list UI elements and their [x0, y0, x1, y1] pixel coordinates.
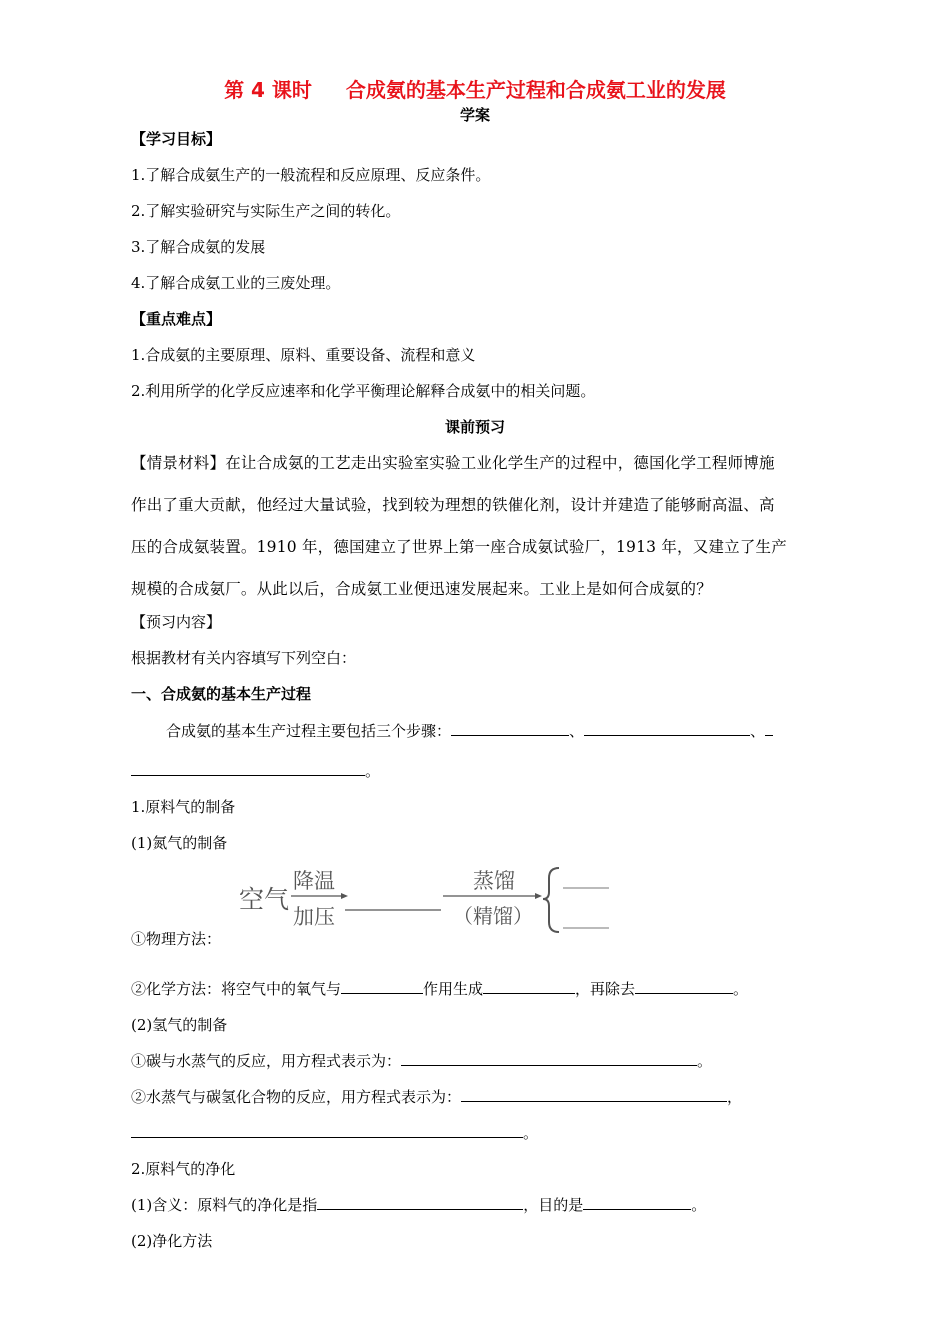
hydrogen-method-1 — [131, 1050, 712, 1071]
answer-blank[interactable] — [317, 1195, 523, 1210]
objective-item: 1.了解合成氨生产的一般流程和反应原理、反应条件。 — [131, 166, 491, 184]
diagram-pressure-label: 加压 — [293, 905, 335, 929]
answer-blank[interactable] — [451, 721, 569, 736]
nitrogen-flow-diagram — [237, 862, 617, 936]
scenario-line: 作出了重大贡献，他经过大量试验，找到较为理想的铁催化剂，设计并建造了能够耐高温、高 — [131, 496, 775, 514]
diagram-arrowhead-2 — [535, 893, 542, 899]
page-subtitle: 学案 — [459, 106, 490, 124]
diagram-arrowhead-1 — [341, 893, 348, 899]
separator: 、 — [569, 722, 585, 740]
objectives-heading: 【学习目标】 — [131, 130, 222, 148]
answer-blank[interactable] — [131, 1123, 523, 1138]
preview-heading: 课前预习 — [444, 418, 505, 436]
steps-text: 合成氨的基本生产过程主要包括三个步骤： — [166, 722, 452, 740]
purify-text-a: (1)含义：原料气的净化是指 — [131, 1196, 318, 1214]
page-title — [0, 74, 950, 103]
answer-blank[interactable] — [583, 1195, 691, 1210]
steps-line — [166, 720, 773, 741]
instruction-text: 根据教材有关内容填写下列空白： — [131, 649, 357, 667]
scenario-line: 【情景材料】在让合成氨的工艺走出实验室实验工业化学生产的过程中，德国化学工程师博施 — [131, 454, 775, 472]
purify-method-heading: (2)净化方法 — [131, 1232, 213, 1250]
answer-blank[interactable] — [765, 721, 773, 736]
hydrogen-method-2 — [131, 1086, 742, 1107]
hydrogen-method-2-cont — [131, 1122, 538, 1143]
nitrogen-heading: (1)氮气的制备 — [131, 834, 228, 852]
chemical-text-c: ，再除去 — [575, 980, 636, 998]
diagram-rectify-label: （精馏） — [453, 904, 533, 928]
raw-gas-heading: 1.原料气的制备 — [131, 798, 236, 816]
purify-heading: 2.原料气的净化 — [131, 1160, 236, 1178]
answer-blank[interactable] — [131, 761, 365, 776]
answer-blank[interactable] — [401, 1051, 697, 1066]
section1-heading: 一、合成氨的基本生产过程 — [131, 685, 312, 703]
scenario-line: 规模的合成氨厂。从此以后，合成氨工业便迅速发展起来。工业上是如何合成氨的？ — [131, 580, 712, 598]
line-end: 。 — [697, 1052, 713, 1070]
objective-item: 3.了解合成氨的发展 — [131, 238, 266, 256]
diagram-distill-label: 蒸馏 — [473, 869, 515, 893]
answer-blank[interactable] — [635, 979, 733, 994]
lesson-number: 第 4 课时 — [224, 78, 312, 102]
chemical-text-b: 作用生成 — [423, 980, 484, 998]
hydrogen-text-2: ②水蒸气与碳氢化合物的反应，用方程式表示为： — [131, 1088, 462, 1106]
chemical-text-a: ②化学方法：将空气中的氧气与 — [131, 980, 342, 998]
hydrogen-heading: (2)氢气的制备 — [131, 1016, 228, 1034]
purify-definition — [131, 1194, 706, 1215]
objective-item: 2.了解实验研究与实际生产之间的转化。 — [131, 202, 401, 220]
answer-blank[interactable] — [461, 1087, 727, 1102]
objective-item: 4.了解合成氨工业的三废处理。 — [131, 274, 341, 292]
answer-blank[interactable] — [483, 979, 575, 994]
answer-blank[interactable] — [341, 979, 423, 994]
keypoint-item: 1.合成氨的主要原理、原料、重要设备、流程和意义 — [131, 346, 476, 364]
chemical-method-line — [131, 978, 748, 999]
diagram-air-label: 空气 — [239, 885, 290, 914]
hydrogen-text-1: ①碳与水蒸气的反应，用方程式表示为： — [131, 1052, 402, 1070]
line-end: 。 — [365, 762, 381, 780]
preview-content-heading: 【预习内容】 — [131, 613, 222, 631]
scenario-line: 压的合成氨装置。1910 年，德国建立了世界上第一座合成氨试验厂，1913 年，又建立了生产 — [131, 538, 787, 556]
keypoint-item: 2.利用所学的化学反应速率和化学平衡理论解释合成氨中的相关问题。 — [131, 382, 596, 400]
separator: 、 — [750, 722, 766, 740]
answer-blank[interactable] — [584, 721, 750, 736]
physical-method: ①物理方法： — [131, 930, 222, 948]
purify-text-b: ，目的是 — [523, 1196, 584, 1214]
lesson-topic: 合成氨的基本生产过程和合成氨工业的发展 — [345, 78, 726, 102]
steps-line-2 — [131, 760, 380, 781]
line-end: 。 — [691, 1196, 707, 1214]
diagram-brace — [543, 868, 559, 932]
diagram-cool-label: 降温 — [293, 869, 335, 893]
keypoints-heading: 【重点难点】 — [131, 310, 222, 328]
line-end: 。 — [733, 980, 749, 998]
line-end: 。 — [523, 1124, 539, 1142]
line-end: ， — [727, 1088, 743, 1106]
